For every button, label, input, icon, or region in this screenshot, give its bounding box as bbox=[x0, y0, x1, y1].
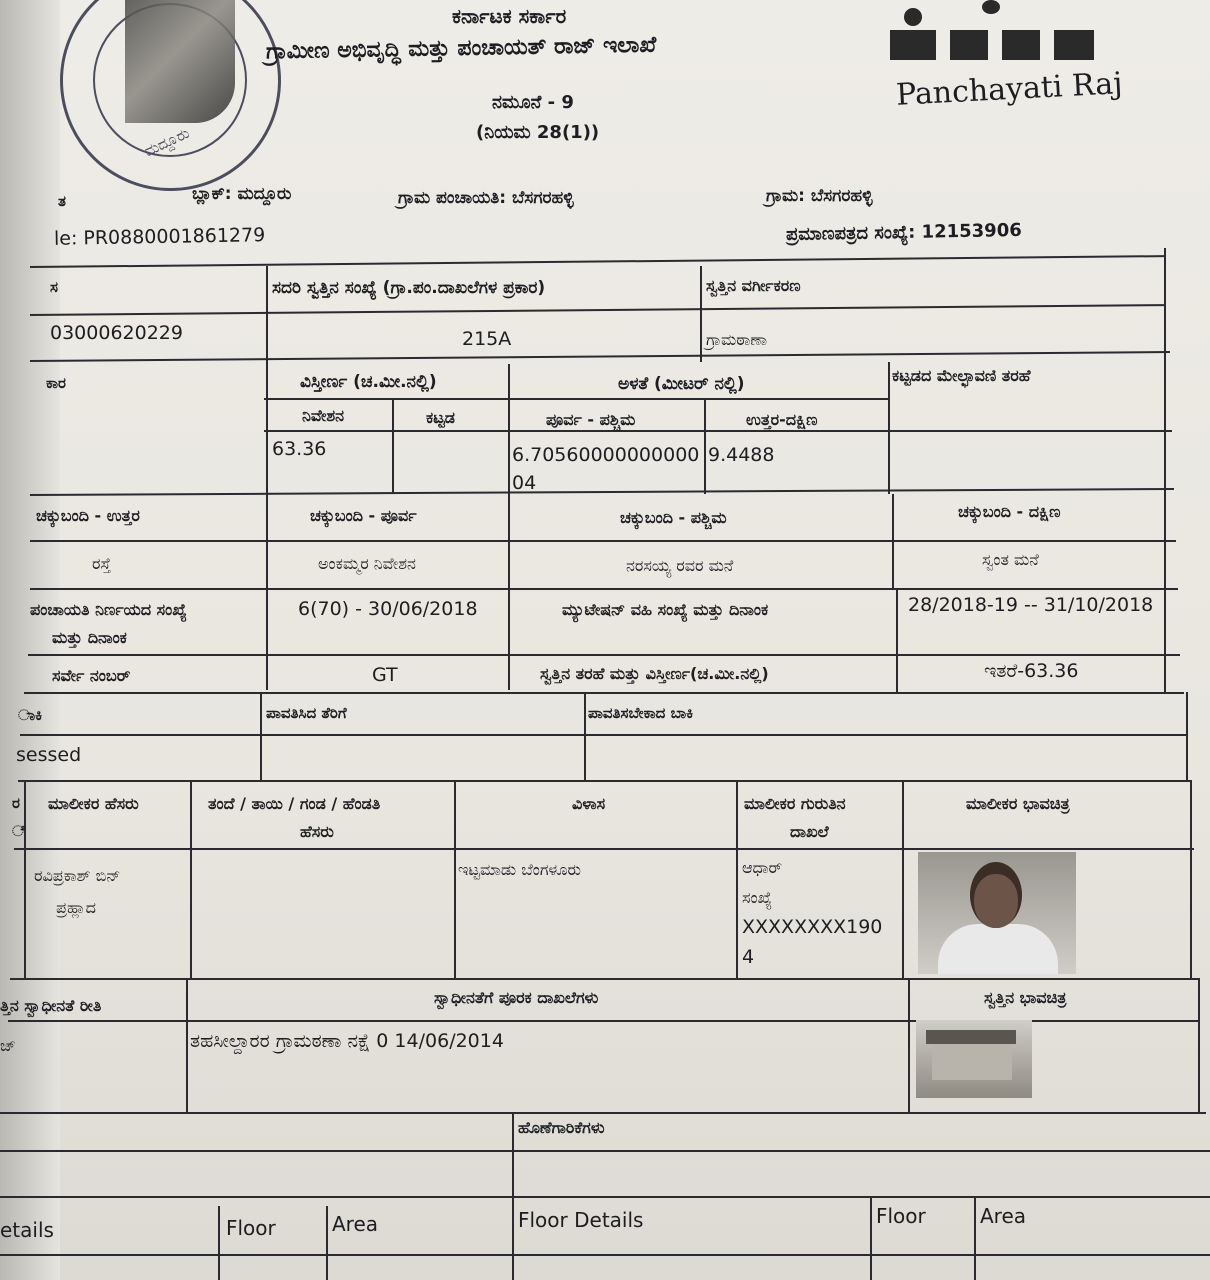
rule-line bbox=[1198, 978, 1200, 1112]
certificate-number: ಪ್ರಮಾಣಪತ್ರದ ಸಂಖ್ಯೆ: 12153906 bbox=[785, 219, 1022, 246]
floor-label: Floor bbox=[226, 1216, 276, 1240]
building-label: ಕಟ್ಟಡ bbox=[426, 408, 455, 427]
id-type-value-cont: ಸಂಖ್ಯೆ bbox=[742, 888, 773, 907]
address-value: ಇಟ್ಟಮಾಡು ಬೆಂಗಳೂರು bbox=[458, 860, 581, 879]
dimension-label: ಅಳತೆ (ಮೀಟರ್ ನಲ್ಲಿ) bbox=[618, 374, 745, 394]
govt-title: ಕರ್ನಾಟಕ ಸರ್ಕಾರ bbox=[452, 4, 567, 28]
survey-label: ಸರ್ವೇ ನಂಬರ್ bbox=[52, 666, 131, 685]
rule-line bbox=[1190, 780, 1192, 978]
owner-photo-label: ಮಾಲೀಕರ ಭಾವಚಿತ್ರ bbox=[966, 794, 1070, 813]
rule-line bbox=[30, 351, 1170, 362]
rule-line bbox=[736, 780, 738, 978]
resolution-label: ಪಂಚಾಯತಿ ನಿರ್ಣಯದ ಸಂಖ್ಯೆ bbox=[30, 600, 187, 619]
boundary-south-label: ಚಕ್ಕುಬಂದಿ - ದಕ್ಷಿಣ bbox=[958, 502, 1061, 521]
mutation-label: ಮ್ಯುಟೇಷನ್ ವಹಿ ಸಂಖ್ಯೆ ಮತ್ತು ದಿನಾಂಕ bbox=[562, 600, 769, 619]
rule-line bbox=[30, 255, 1164, 268]
aadhaar-number: XXXXXXXX190 bbox=[742, 916, 883, 938]
rule-line bbox=[896, 588, 898, 692]
rule-line bbox=[190, 780, 192, 978]
rule-line bbox=[30, 304, 1164, 316]
rule-line bbox=[508, 364, 510, 690]
rule-line bbox=[266, 266, 268, 690]
owner-photo bbox=[918, 852, 1076, 974]
village-name: ಗ್ರಾಮ: ಬೆಸಗರಹಳ್ಳಿ bbox=[766, 186, 873, 206]
rule-line bbox=[512, 1112, 514, 1280]
rule-line bbox=[260, 692, 262, 780]
property-number-label: ಸದರಿ ಸ್ವತ್ತಿನ ಸಂಖ್ಯೆ (ಗ್ರಾ.ಪಂ.ದಾಖಲೆಗಳ ಪ್ರಕಾರ) bbox=[272, 278, 546, 298]
possession-label: ತ್ತಿನ ಸ್ವಾಧೀನತೆ ರೀತಿ bbox=[0, 996, 102, 1015]
photo-wall bbox=[932, 1044, 1012, 1080]
rule-line bbox=[24, 780, 26, 978]
resolution-value: 6(70) - 30/06/2018 bbox=[298, 598, 478, 620]
boundary-north-value: ರಸ್ತೆ bbox=[92, 554, 111, 573]
floor-label-2: Floor bbox=[876, 1204, 926, 1228]
panchayati-raj-logo bbox=[890, 0, 1100, 75]
boundary-east-label: ಚಕ್ಕುಬಂದಿ - ಪೂರ್ವ bbox=[310, 506, 417, 525]
official-seal bbox=[60, 0, 281, 191]
rule-line bbox=[24, 692, 1184, 694]
property-class-label: ಸ್ವತ್ತಿನ ವರ್ಗೀಕರಣ bbox=[706, 276, 801, 295]
property-id-value: 03000620229 bbox=[50, 322, 183, 344]
rule-line bbox=[20, 734, 1188, 736]
rule-line bbox=[974, 1196, 976, 1280]
roof-type-label: ಕಟ್ಟಡದ ಮೇಲ್ಛಾವಣಿ ತರಹೆ bbox=[892, 366, 1031, 385]
property-photo bbox=[916, 1020, 1032, 1098]
rule-line bbox=[218, 1206, 220, 1280]
rule-line bbox=[888, 362, 890, 494]
boundary-west-label: ಚಕ್ಕುಬಂದಿ - ಪಶ್ಚಿಮ bbox=[620, 508, 727, 527]
rule-line bbox=[870, 1196, 872, 1280]
rule-line bbox=[1186, 692, 1188, 780]
rule-line bbox=[326, 1206, 328, 1280]
rule-line bbox=[584, 692, 586, 780]
owner-serial-label-cont: ೆ bbox=[12, 822, 25, 840]
rule-line bbox=[454, 780, 456, 978]
supporting-docs-value: ತಹಸೀಲ್ದಾರರ ಗ್ರಾಮಠಣಾ ನಕ್ಷೆ 0 14/06/2014 bbox=[190, 1030, 504, 1052]
father-name-label: ತಂದೆ / ತಾಯಿ / ಗಂಡ / ಹೆಂಡತಿ bbox=[208, 794, 381, 813]
boundary-north-label: ಚಕ್ಕುಬಂದಿ - ಉತ್ತರ bbox=[36, 506, 140, 525]
type-area-label: ಸ್ವತ್ತಿನ ತರಹೆ ಮತ್ತು ವಿಸ್ತೀರ್ಣ(ಚ.ಮೀ.ನಲ್ಲಿ) bbox=[540, 664, 769, 683]
mutation-value: 28/2018-19 -- 31/10/2018 bbox=[908, 594, 1154, 616]
details-label: etails bbox=[0, 1218, 54, 1242]
rule-line bbox=[902, 780, 904, 978]
boundary-east-value: ಅಂಕಮ್ಮರ ನಿವೇಶನ bbox=[318, 554, 416, 573]
rule-line bbox=[892, 494, 894, 590]
north-south-value: 9.4488 bbox=[708, 444, 775, 466]
resolution-label-cont: ಮತ್ತು ದಿನಾಂಕ bbox=[52, 628, 127, 647]
area-col-label-2: Area bbox=[980, 1204, 1027, 1228]
area-label: ವಿಸ್ತೀರ್ಣ (ಚ.ಮೀ.ನಲ್ಲಿ) bbox=[300, 372, 437, 392]
owner-name-value-cont: ಪ್ರಹ್ಲಾದ bbox=[56, 898, 96, 917]
assessed-label: sessed bbox=[16, 744, 82, 766]
kara-label: ಕಾರ bbox=[46, 374, 66, 392]
rule-line bbox=[30, 588, 1178, 590]
paid-tax-label: ಪಾವತಿಸಿದ ತೆರಿಗೆ bbox=[266, 704, 347, 722]
boundary-south-value: ಸ್ವಂತ ಮನೆ bbox=[982, 550, 1039, 569]
photo-shirt bbox=[938, 924, 1058, 974]
east-west-value: 6.70560000000000 bbox=[512, 444, 700, 466]
logo-text: Panchayati Raj bbox=[895, 66, 1124, 113]
rule-line bbox=[28, 654, 1180, 656]
east-west-value-cont: 04 bbox=[512, 472, 537, 494]
site-label: ನಿವೇಶನ bbox=[302, 406, 345, 425]
rule-line bbox=[10, 978, 1198, 980]
block-name: ಬ್ಲಾಕ್: ಮದ್ದೂರು bbox=[192, 184, 292, 204]
form-number: ನಮೂನೆ - 9 bbox=[492, 92, 574, 113]
owner-id-label-cont: ದಾಖಲೆ bbox=[790, 822, 829, 841]
id-type-value: ಆಧಾರ್ bbox=[742, 858, 783, 877]
rule-number: (ನಿಯಮ 28(1)) bbox=[476, 122, 600, 143]
property-class-value: ಗ್ರಾಮಠಾಣಾ bbox=[706, 330, 767, 349]
north-south-label: ಉತ್ತರ-ದಕ್ಷಿಣ bbox=[746, 410, 818, 429]
owner-serial-label: ರ bbox=[12, 794, 20, 812]
owner-name-label: ಮಾಲೀಕರ ಹೆಸರು bbox=[48, 794, 139, 813]
owner-name-value: ರವಿಪ್ರಕಾಶ್ ಬಿನ್ bbox=[34, 866, 121, 885]
baki-label: ಾಕಿ bbox=[18, 706, 43, 724]
gram-panchayat: ಗ್ರಾಮ ಪಂಚಾಯತಿ: ಬೆಸಗರಹಳ್ಳಿ bbox=[398, 188, 574, 208]
survey-value: GT bbox=[372, 664, 398, 686]
possession-value: ಜ್ bbox=[0, 1036, 16, 1055]
type-area-value: ಇತರೆ-63.36 bbox=[984, 660, 1079, 682]
photo-face bbox=[974, 874, 1018, 928]
seal-emblem bbox=[125, 0, 235, 123]
payable-label: ಪಾವತಿಸಬೇಕಾದ ಬಾಕಿ bbox=[588, 704, 694, 722]
area-col-label: Area bbox=[332, 1212, 379, 1236]
dept-title: ಗ್ರಾಮೀಣ ಅಭಿವೃದ್ಧಿ ಮತ್ತು ಪಂಚಾಯತ್ ರಾಜ್ ಇಲಾಖೆ bbox=[265, 32, 657, 65]
rule-line bbox=[700, 266, 702, 362]
east-west-label: ಪೂರ್ವ - ಪಶ್ಚಿಮ bbox=[546, 410, 636, 429]
rule-line bbox=[0, 1112, 1206, 1114]
property-number-value: 215A bbox=[462, 328, 512, 350]
liabilities-label: ಹೊಣೆಗಾರಿಕೆಗಳು bbox=[518, 1118, 605, 1137]
rule-line bbox=[18, 780, 1190, 782]
rule-line bbox=[0, 1254, 1210, 1256]
rule-line bbox=[30, 488, 1174, 496]
rule-line bbox=[30, 540, 1176, 542]
floor-details-label: Floor Details bbox=[518, 1208, 644, 1232]
rule-line bbox=[264, 430, 1172, 432]
boundary-west-value: ನರಸಯ್ಯ ರವರ ಮನೆ bbox=[626, 556, 734, 575]
supporting-docs-label: ಸ್ವಾಧೀನತೆಗೆ ಪೂರಕ ದಾಖಲೆಗಳು bbox=[434, 988, 599, 1007]
aadhaar-number-cont: 4 bbox=[742, 946, 755, 968]
col-serial-label: ಸ bbox=[50, 278, 58, 296]
owner-id-label: ಮಾಲೀಕರ ಗುರುತಿನ bbox=[744, 794, 846, 813]
photo-roof bbox=[926, 1030, 1016, 1044]
rule-line bbox=[0, 1196, 1210, 1198]
rule-line bbox=[0, 1150, 1210, 1152]
taluk-prefix: ತ bbox=[58, 192, 66, 210]
property-photo-label: ಸ್ವತ್ತಿನ ಭಾವಚಿತ್ರ bbox=[984, 988, 1067, 1007]
site-area-value: 63.36 bbox=[272, 438, 327, 460]
address-label: ವಿಳಾಸ bbox=[572, 794, 606, 813]
rule-line bbox=[908, 978, 910, 1112]
father-name-label-cont: ಹೆಸರು bbox=[300, 822, 334, 841]
rule-line bbox=[1164, 248, 1166, 694]
rule-line bbox=[264, 398, 888, 400]
rule-line bbox=[392, 398, 394, 494]
pr-code: le: PR0880001861279 bbox=[53, 224, 266, 250]
rule-line bbox=[704, 398, 706, 494]
rule-line bbox=[186, 978, 188, 1112]
seal-text: ಮದ್ದೂರು bbox=[141, 123, 193, 161]
page-edge-shadow bbox=[0, 0, 60, 1280]
